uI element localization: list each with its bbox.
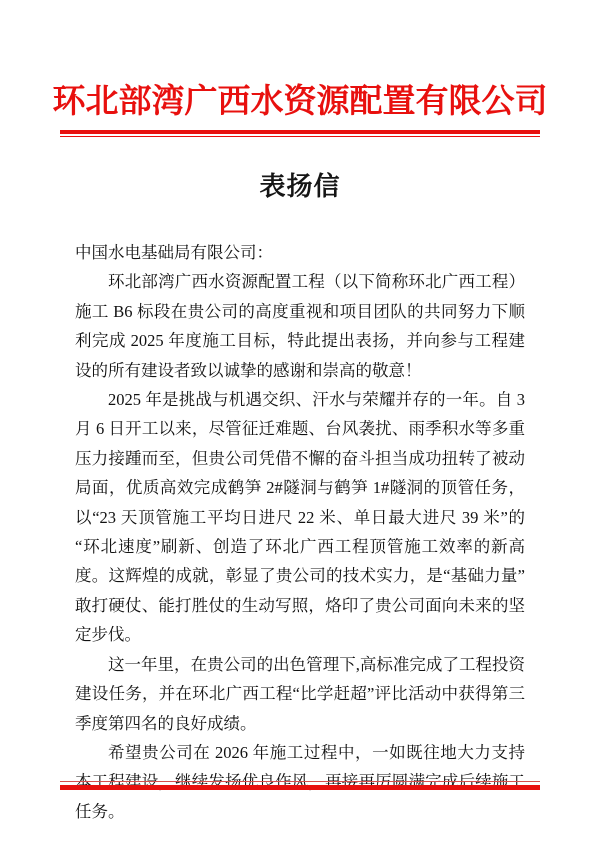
paragraph-3: 这一年里，在贵公司的出色管理下,高标准完成了工程投资建设任务，并在环北广西工程“比学赶超”评比活动中获得第三季度第四名的良好成绩。: [75, 654, 525, 733]
footer-double-rule: [60, 781, 540, 790]
letter-title: 表扬信: [259, 172, 341, 201]
letterhead-company-name: 环北部湾广西水资源配置有限公司: [52, 84, 548, 120]
salutation: 中国水电基础局有限公司：: [75, 243, 273, 262]
paragraph-1: 环北部湾广西水资源配置工程（以下简称环北广西工程）施工 B6 标段在贵公司的高度重视和项目团队的共同努力下顺利完成 2025 年度施工目标，特此提出表扬，并向参与工程建设的所有建设者致以诚挚的感谢和崇高的敬意！: [75, 272, 525, 380]
paragraph-2: 2025 年是挑战与机遇交织、汗水与荣耀并存的一年。自 3 月 6 日开工以来，尽管征迁难题、台风袭扰、雨季积水等多重压力接踵而至，但贵公司凭借不懈的奋斗担当成功扭转了被动局面，优质高效完成鹤笋 2#隧洞与鹤笋 1#隧洞的顶管任务，以“23 天顶管施工平均日进尺 22 米、单日最大进尺 39 米”的“环北速度”刷新、创造了环北广西工程顶管施工效率的新高度。这辉煌的成就，彰显了贵公司的技术实力，是“基础力量”敢打硬仗、能打胜仗的生动写照，烙印了贵公司面向未来的坚定步伐。: [75, 390, 525, 645]
letterhead-double-rule: [60, 130, 540, 137]
letter-body: [75, 238, 525, 826]
paragraph-4: 希望贵公司在 2026 年施工过程中，一如既往地大力支持本工程建设，继续发扬优良作风，再接再厉圆满完成后续施工任务。: [75, 742, 525, 821]
